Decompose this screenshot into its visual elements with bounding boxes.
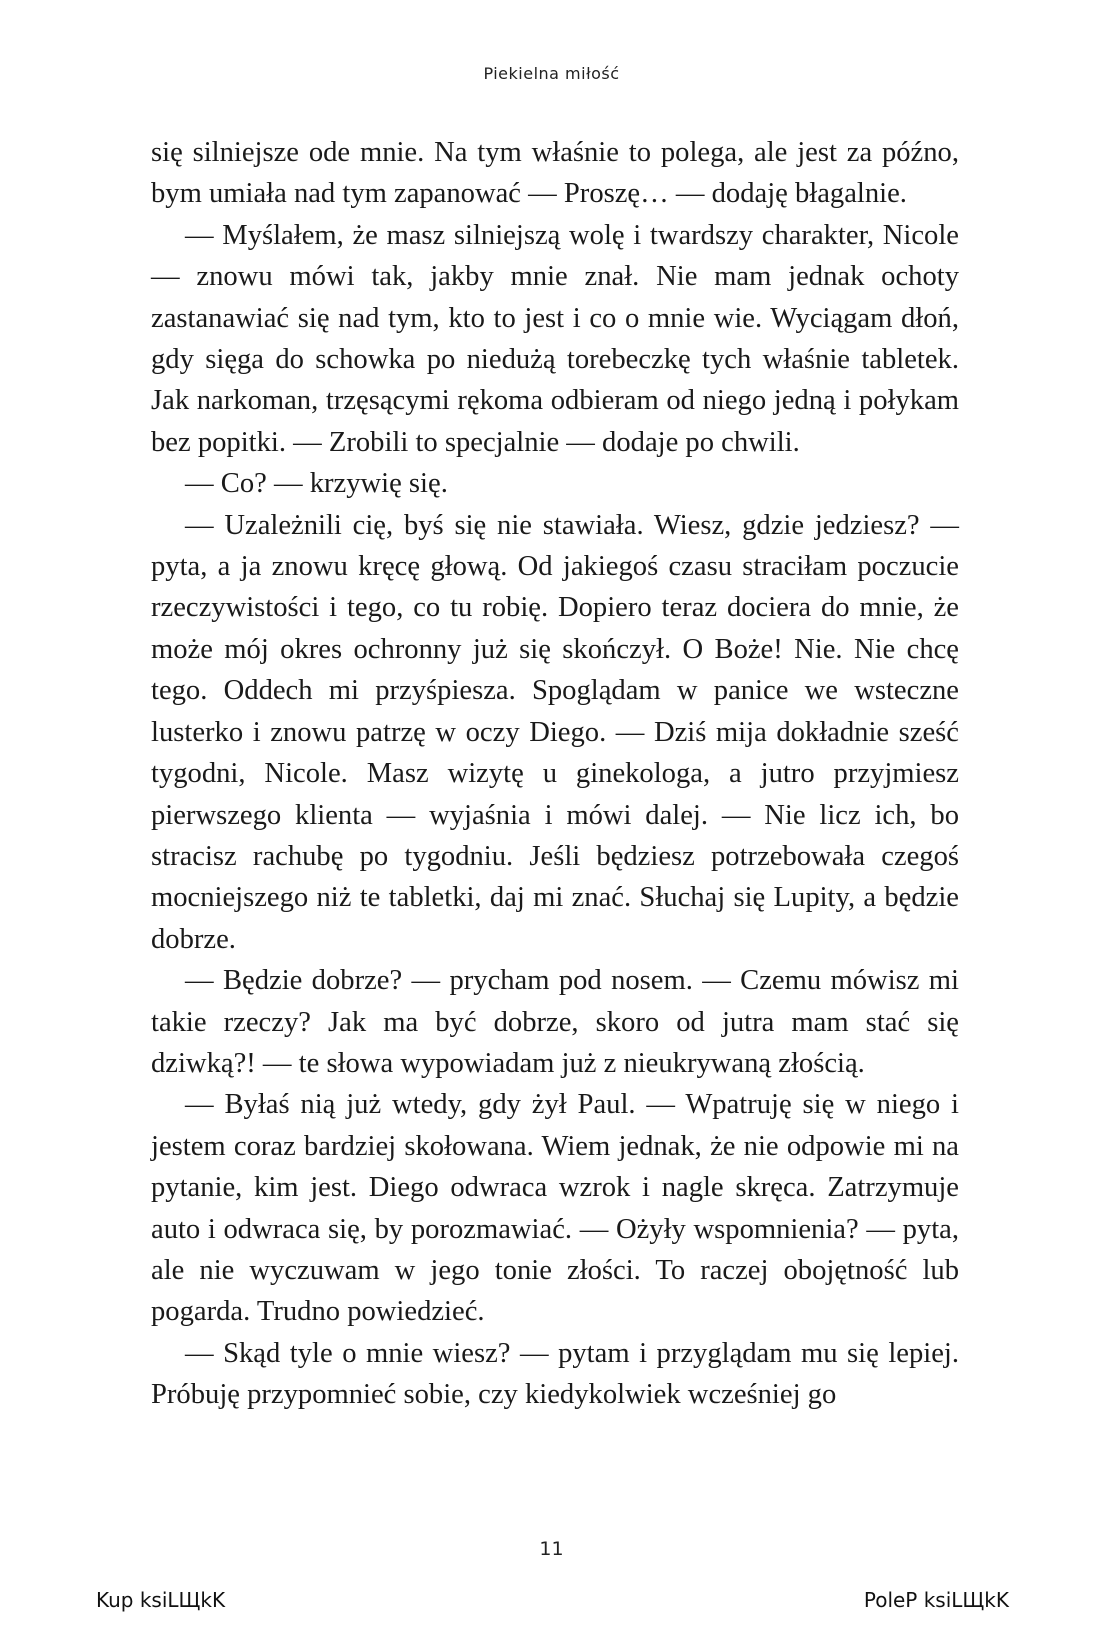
paragraph: — Skąd tyle o mnie wiesz? — pytam i przyglądam mu się lepiej. Próbuję przypomnieć sobie, czy kiedykolwiek wcześniej go (151, 1337, 959, 1411)
page-number: 11 (539, 1538, 564, 1560)
paragraph: — Byłaś nią już wtedy, gdy żył Paul. — Wpatruję się w niego i jestem coraz bardziej skołowana. Wiem jednak, że nie odpowie mi na pytanie, kim jest. Diego odwraca wzrok i nagle skręca. Zatrzymuje auto i odwraca się, by porozmawiać. — Ożyły wspomnienia? — pyta, ale nie wyczuwam w jego tonie złości. To raczej obojętność lub pogarda. Trudno powiedzieć. (151, 1089, 959, 1328)
buy-book-link[interactable]: Kup ksiLЩkK (96, 1588, 226, 1612)
paragraph: — Co? — krzywię się. (185, 468, 448, 500)
body-text (151, 132, 959, 1416)
running-title: Piekielna miłość (483, 64, 620, 83)
paragraph: — Myślałem, że masz silniejszą wolę i twardszy charakter, Nicole — znowu mówi tak, jakby mnie znał. Nie mam jednak ochoty zastanawiać się nad tym, kto to jest i co o mnie wie. Wyciągam dłoń, gdy sięga do schowka po niedużą torebeczkę tych właśnie tabletek. Jak narkoman, trzęsącymi rękoma odbieram od niego jedną i połykam bez popitki. — Zrobili to specjalnie — dodaje po chwili. (151, 219, 959, 458)
paragraph-continuation: się silniejsze ode mnie. Na tym właśnie to polega, ale jest za późno, bym umiała nad tym zapanować — Proszę… — dodaję błagalnie. (151, 137, 959, 210)
paragraph: — Będzie dobrze? — prycham pod nosem. — Czemu mówisz mi takie rzeczy? Jak ma być dobrze, skoro od jutra mam stać się dziwką?! — te słowa wypowiadam już z nieukrywaną złością. (151, 965, 959, 1079)
paragraph: — Uzależnili cię, byś się nie stawiała. Wiesz, gdzie jedziesz? — pyta, a ja znowu kręcę głową. Od jakiegoś czasu straciłam poczucie rzeczywistości i tego, co tu robię. Dopiero teraz dociera do mnie, że może mój okres ochronny już się skończył. O Boże! Nie. Nie chcę tego. Oddech mi przyśpiesza. Spoglądam w panice we wsteczne lusterko i znowu patrzę w oczy Diego. — Dziś mija dokładnie sześć tygodni, Nicole. Masz wizytę u ginekologa, a jutro przyjmiesz pierwszego klienta — wyjaśnia i mówi dalej. — Nie licz ich, bo stracisz rachubę po tygodniu. Jeśli będziesz potrzebowała czegoś mocniejszego niż te tabletki, daj mi znać. Słuchaj się Lupity, a będzie dobrze. (151, 509, 959, 955)
recommend-book-link[interactable]: PoleP ksiLЩkK (863, 1588, 1009, 1612)
